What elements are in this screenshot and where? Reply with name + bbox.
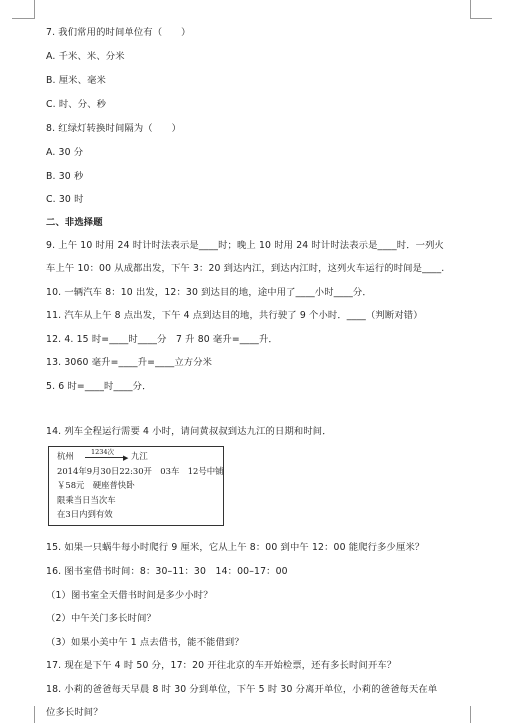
crop-mark-top-left-v <box>34 0 35 19</box>
q7-option-a: A. 千米、米、分米 <box>46 51 125 62</box>
ticket-to: 九江 <box>131 451 148 461</box>
section-heading: 二、非选择题 <box>46 217 103 228</box>
question-9-line-2: 车上午 10：00 从成都出发，下午 3：20 到达内江，到达内江时，这列火车运行的时间是____. <box>46 263 445 274</box>
question-13: 13. 3060 毫升=____升=____立方分米 <box>46 357 213 368</box>
question-13-cont: 5. 6 时=____时____分． <box>46 381 152 392</box>
q7-option-c: C. 时、分、秒 <box>46 99 107 110</box>
ticket-note-2: 在3日内到有效 <box>57 509 113 519</box>
ticket-arrow <box>85 448 129 462</box>
question-17: 17. 现在是下午 4 时 50 分，17：20 开往北京的车开始检票，还有多长时间开车？ <box>46 660 397 671</box>
ticket-departure: 2014年9月30日22:30开 03车 12号中铺 <box>57 466 224 476</box>
crop-mark-bottom-right-v <box>470 706 471 723</box>
ticket-price: ￥58元 硬座普快卧 <box>57 480 135 490</box>
crop-mark-top-right-v <box>470 0 471 19</box>
q7-option-b: B. 厘米、毫米 <box>46 75 106 86</box>
question-11: 11. 汽车从上午 8 点出发，下午 4 点到达目的地，共行驶了 9 个小时．____（判断对错） <box>46 310 423 321</box>
question-16-part-2: （2）中午关门多长时间？ <box>46 613 156 624</box>
question-9-line-1: 9. 上午 10 时用 24 时计时法表示是____时；晚上 10 时用 24 时计时法表示是____时．一列火 <box>46 240 444 251</box>
q8-option-a: A. 30 分 <box>46 147 84 158</box>
q8-option-b: B. 30 秒 <box>46 171 84 182</box>
question-18-line-1: 18. 小莉的爸爸每天早晨 8 时 30 分到单位，下午 5 时 30 分离开单位，小莉的爸爸每天在单 <box>46 684 438 695</box>
question-18-line-2: 位多长时间？ <box>46 707 103 718</box>
question-12: 12. 4. 15 时=____时____分 7 升 80 毫升=____升． <box>46 334 278 345</box>
arrow-right-icon: ▶ <box>123 454 129 462</box>
train-ticket <box>48 446 224 526</box>
crop-mark-top-right-h <box>470 18 492 19</box>
question-7: 7. 我们常用的时间单位有（ ） <box>46 27 191 38</box>
question-10: 10. 一辆汽车 8：10 出发，12：30 到达目的地，途中用了____小时____分． <box>46 287 372 298</box>
q8-option-c: C. 30 时 <box>46 194 84 205</box>
ticket-train-code: 1234次 <box>91 448 115 456</box>
question-16-part-3: （3）如果小美中午 1 点去借书，能不能借到？ <box>46 637 244 648</box>
question-15: 15. 如果一只蜗牛每小时爬行 9 厘米，它从上午 8：00 到中午 12：00 能爬行多少厘米？ <box>46 542 425 553</box>
question-14: 14. 列车全程运行需要 4 小时，请问黄叔叔到达九江的日期和时间． <box>46 426 332 437</box>
question-16-part-1: （1）图书室全天借书时间是多少小时？ <box>46 590 213 601</box>
question-16: 16. 图书室借书时间：8：30–11：30 14：00–17：00 <box>46 566 288 577</box>
arrow-line <box>85 457 125 458</box>
crop-mark-top-left-h <box>12 18 34 19</box>
crop-mark-bottom-left-v <box>34 706 35 723</box>
question-8: 8. 红绿灯转换时间隔为（ ） <box>46 123 182 134</box>
ticket-from: 杭州 <box>57 451 74 461</box>
ticket-note-1: 限乘当日当次车 <box>57 495 116 505</box>
